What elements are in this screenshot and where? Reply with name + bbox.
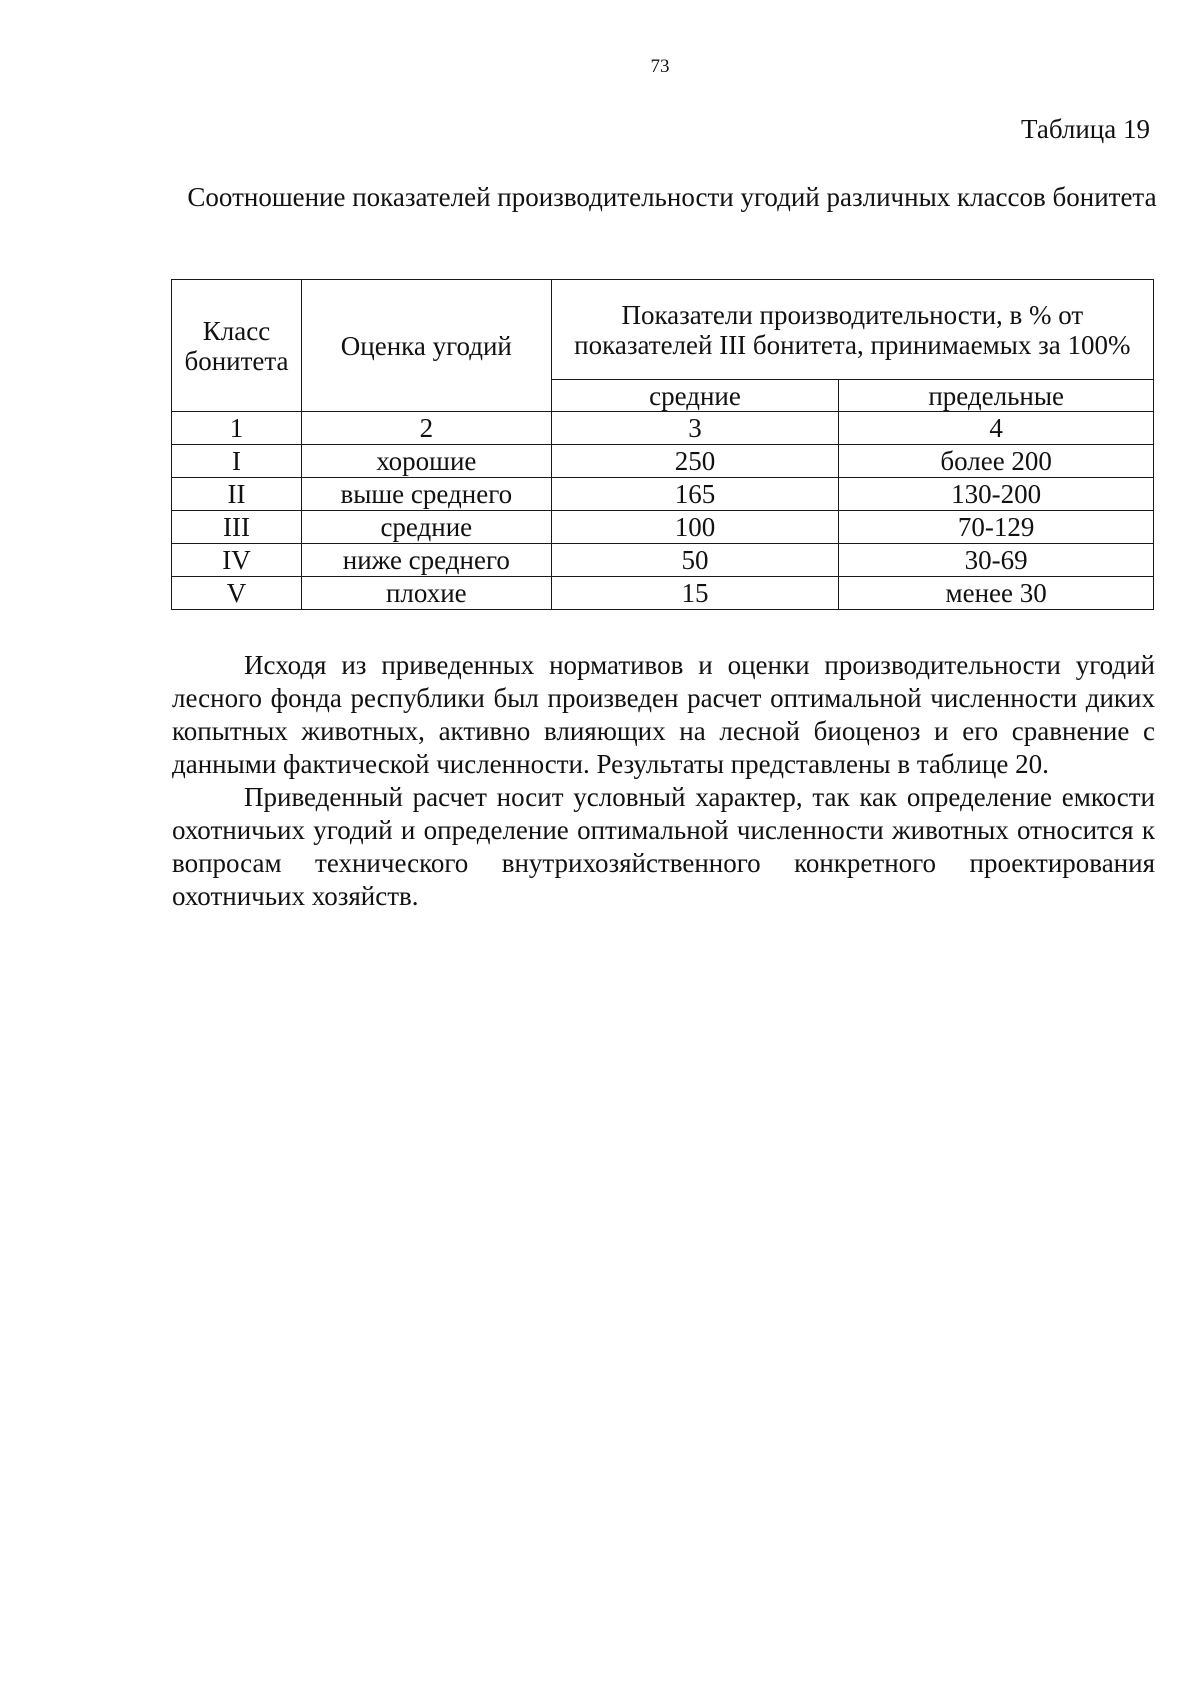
- cell-class: III: [172, 511, 302, 544]
- body-text: [172, 649, 1155, 913]
- cell-average: 15: [551, 577, 839, 610]
- cell-class: I: [172, 445, 302, 478]
- table-row: [172, 577, 1154, 610]
- table-row: [172, 478, 1154, 511]
- cell-average: 100: [551, 511, 839, 544]
- cell-class: IV: [172, 544, 302, 577]
- cell-rating: ниже среднего: [301, 544, 551, 577]
- cell-limit: 130-200: [839, 478, 1154, 511]
- cell-rating: плохие: [301, 577, 551, 610]
- column-number: 1: [172, 412, 302, 445]
- table-label: Таблица 19: [1021, 114, 1150, 144]
- header-rating: Оценка угодий: [301, 280, 551, 412]
- cell-rating: выше среднего: [301, 478, 551, 511]
- table-row: [172, 511, 1154, 544]
- header-indicators: Показатели производительности, в % от показателей III бонитета, принимаемых за 100%: [551, 280, 1153, 380]
- column-number: 4: [839, 412, 1154, 445]
- cell-rating: средние: [301, 511, 551, 544]
- cell-average: 250: [551, 445, 839, 478]
- table-header-row: [172, 280, 1154, 380]
- cell-average: 165: [551, 478, 839, 511]
- cell-class: V: [172, 577, 302, 610]
- header-average: средние: [551, 380, 839, 412]
- header-limit: предельные: [839, 380, 1154, 412]
- table-title: Соотношение показателей производительности угодий различных классов бонитета: [187, 182, 1157, 212]
- cell-limit: 70-129: [839, 511, 1154, 544]
- table-row: [172, 445, 1154, 478]
- cell-limit: более 200: [839, 445, 1154, 478]
- cell-limit: менее 30: [839, 577, 1154, 610]
- page-number: 73: [650, 56, 670, 77]
- header-class: Класс бонитета: [172, 280, 302, 412]
- paragraph: Исходя из приведенных нормативов и оценки производительности угодий лесного фонда республики был произведен расчет оптимальной численности диких копытных животных, активно влияющих на лесной биоценоз и его сравнение с данными фактической численности. Результаты представлены в таблице 20.: [172, 650, 1155, 779]
- productivity-table: [171, 279, 1154, 610]
- column-number-row: [172, 412, 1154, 445]
- cell-class: II: [172, 478, 302, 511]
- cell-limit: 30-69: [839, 544, 1154, 577]
- cell-rating: хорошие: [301, 445, 551, 478]
- cell-average: 50: [551, 544, 839, 577]
- column-number: 3: [551, 412, 839, 445]
- paragraph: Приведенный расчет носит условный характер, так как определение емкости охотничьих угодий и определение оптимальной численности животных относится к вопросам технического внутрихозяйственного конкретного проектирования охотничьих хозяйств.: [172, 782, 1155, 911]
- table-row: [172, 544, 1154, 577]
- column-number: 2: [301, 412, 551, 445]
